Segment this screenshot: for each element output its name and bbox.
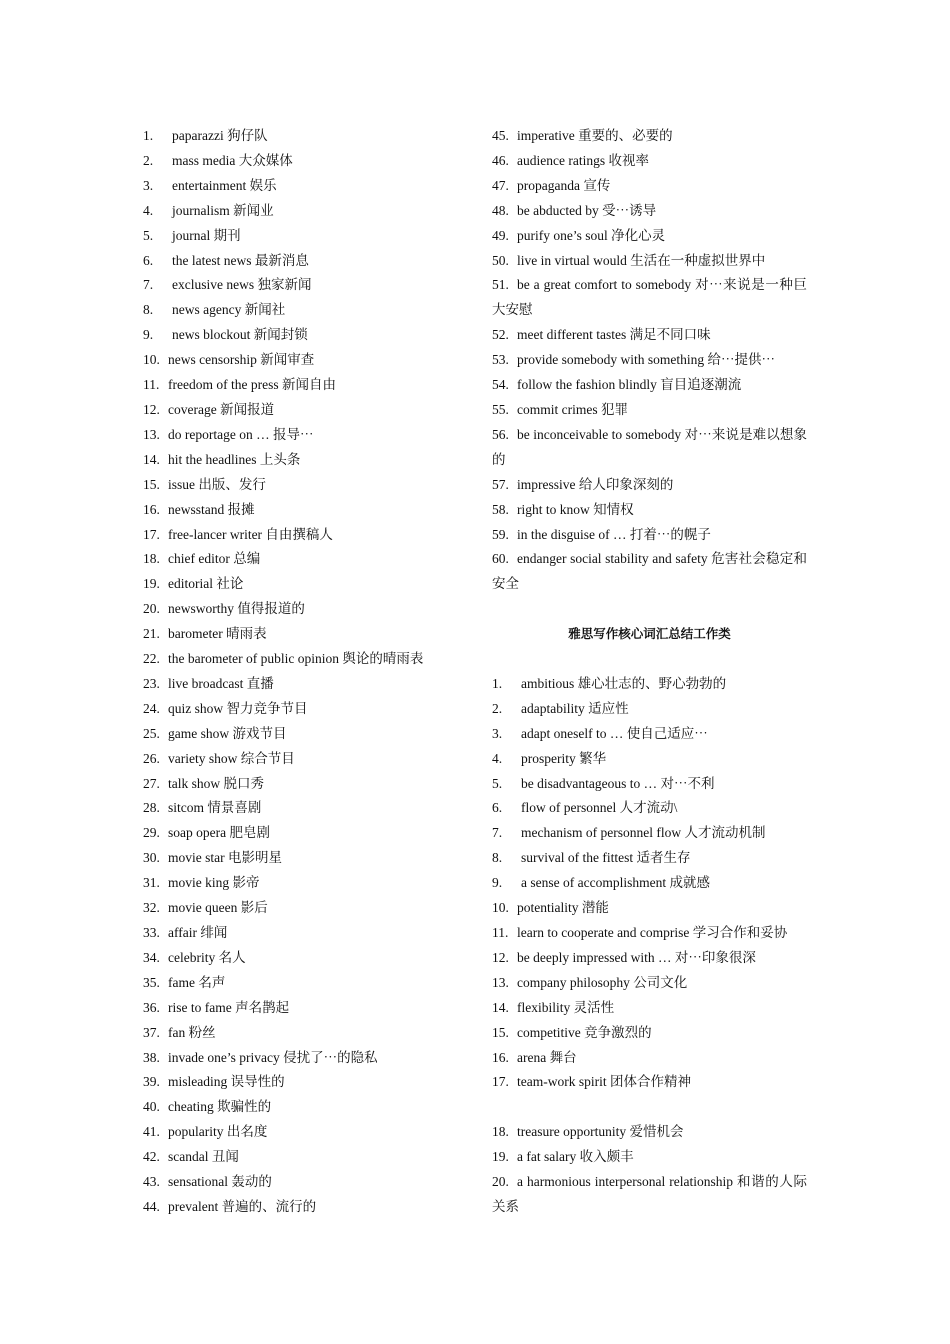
- vocab-item: [492, 796, 807, 821]
- vocab-column-right: [492, 124, 807, 1220]
- item-text: freedom of the press 新闻自由: [168, 377, 336, 393]
- item-text: rise to fame 声名鹊起: [168, 999, 290, 1015]
- item-text: coverage 新闻报道: [168, 401, 275, 417]
- vocab-item: [492, 373, 807, 398]
- item-number: 25.: [143, 725, 160, 741]
- item-text: follow the fashion blindly 盲目追逐潮流: [517, 377, 742, 393]
- item-number: 51.: [492, 277, 509, 293]
- item-text: editorial 社论: [168, 576, 244, 592]
- item-text: a harmonious interpersonal relationship 和谐的人际关系: [492, 1174, 807, 1214]
- item-text: ambitious 雄心壮志的、野心勃勃的: [521, 675, 727, 691]
- item-text: cheating 欺骗性的: [168, 1099, 272, 1115]
- spacer: [492, 647, 807, 672]
- vocab-item: [492, 199, 807, 224]
- vocab-item: [492, 1120, 807, 1145]
- item-number: 46.: [492, 152, 509, 168]
- item-text: movie queen 影后: [168, 900, 268, 916]
- item-number: 54.: [492, 377, 509, 393]
- vocab-item: [143, 423, 463, 448]
- item-text: journal 期刊: [172, 227, 241, 243]
- item-text: journalism 新闻业: [172, 202, 274, 218]
- item-text: popularity 出名度: [168, 1124, 268, 1140]
- item-text: the latest news 最新消息: [172, 252, 309, 268]
- section-heading: 雅思写作核心词汇总结工作类: [568, 626, 731, 642]
- item-text: barometer 晴雨表: [168, 626, 267, 642]
- vocab-item: [492, 423, 807, 473]
- item-text: do reportage on … 报导⋯: [168, 426, 314, 442]
- item-number: 11.: [492, 924, 509, 940]
- vocab-item: [143, 921, 463, 946]
- vocab-item: [492, 846, 807, 871]
- item-number: 12.: [143, 401, 160, 417]
- item-number: 3.: [492, 725, 503, 741]
- item-text: fame 名声: [168, 974, 226, 990]
- item-number: 19.: [492, 1149, 509, 1165]
- vocab-item: [143, 124, 463, 149]
- item-text: be abducted by 受⋯诱导: [517, 202, 657, 218]
- item-number: 27.: [143, 775, 160, 791]
- item-text: quiz show 智力竞争节目: [168, 700, 308, 716]
- item-number: 5.: [143, 227, 154, 243]
- vocab-item: [143, 697, 463, 722]
- item-number: 17.: [143, 526, 160, 542]
- item-number: 49.: [492, 227, 509, 243]
- item-text: mass media 大众媒体: [172, 152, 293, 168]
- vocab-item: [492, 747, 807, 772]
- item-number: 15.: [143, 476, 160, 492]
- item-number: 34.: [143, 949, 160, 965]
- vocab-item: [143, 896, 463, 921]
- item-number: 43.: [143, 1174, 160, 1190]
- vocab-item: [492, 821, 807, 846]
- vocab-item: [143, 348, 463, 373]
- item-text: survival of the fittest 适者生存: [521, 850, 691, 866]
- vocab-item: [492, 1046, 807, 1071]
- vocab-item: [143, 946, 463, 971]
- item-text: flow of personnel 人才流动\: [521, 800, 678, 816]
- vocab-item: [143, 1070, 463, 1095]
- item-text: news agency 新闻社: [172, 302, 286, 318]
- vocab-item: [492, 921, 807, 946]
- item-number: 6.: [492, 800, 503, 816]
- item-text: imperative 重要的、必要的: [517, 128, 673, 143]
- vocab-item: [492, 273, 807, 323]
- item-number: 45.: [492, 128, 509, 143]
- vocab-item: [143, 996, 463, 1021]
- item-text: in the disguise of … 打着⋯的幌子: [517, 526, 711, 542]
- item-number: 15.: [492, 1024, 509, 1040]
- item-text: a sense of accomplishment 成就感: [521, 875, 710, 891]
- vocab-item: [143, 298, 463, 323]
- vocab-item: [143, 1046, 463, 1071]
- item-text: sensational 轰动的: [168, 1174, 272, 1190]
- item-number: 55.: [492, 401, 509, 417]
- vocab-item: [143, 1170, 463, 1195]
- vocab-item: [492, 398, 807, 423]
- item-text: endanger social stability and safety 危害社会稳定和安全: [492, 551, 807, 592]
- vocab-item: [492, 772, 807, 797]
- item-text: soap opera 肥皂剧: [168, 825, 270, 841]
- vocab-item: [492, 547, 807, 597]
- item-text: potentiality 潜能: [517, 900, 609, 916]
- item-text: be disadvantageous to … 对⋯不利: [521, 775, 715, 791]
- item-text: be a great comfort to somebody 对⋯来说是一种巨大安慰: [492, 277, 807, 318]
- item-text: commit crimes 犯罪: [517, 401, 628, 417]
- vocab-column-left: [143, 124, 463, 1220]
- vocab-item: [143, 1021, 463, 1046]
- vocab-item: [143, 398, 463, 423]
- vocab-item: [143, 323, 463, 348]
- item-number: 13.: [143, 426, 160, 442]
- item-text: meet different tastes 满足不同口味: [517, 327, 711, 343]
- spacer: [492, 597, 807, 622]
- item-text: movie king 影帝: [168, 875, 260, 891]
- item-text: talk show 脱口秀: [168, 775, 264, 791]
- item-number: 7.: [492, 825, 503, 841]
- vocab-item: [492, 1170, 807, 1220]
- vocab-item: [492, 697, 807, 722]
- item-text: celebrity 名人: [168, 949, 246, 965]
- item-text: competitive 竞争激烈的: [517, 1024, 652, 1040]
- vocab-item: [492, 174, 807, 199]
- item-text: game show 游戏节目: [168, 725, 287, 741]
- vocab-item: [492, 1070, 807, 1095]
- item-number: 33.: [143, 925, 160, 940]
- item-text: prevalent 普遍的、流行的: [168, 1198, 317, 1214]
- work-vocab-list: [492, 672, 807, 1095]
- vocab-item: [492, 672, 807, 697]
- item-number: 40.: [143, 1099, 160, 1115]
- vocab-item: [143, 224, 463, 249]
- vocab-item: [143, 647, 463, 672]
- item-number: 1.: [143, 128, 154, 143]
- vocab-item: [492, 498, 807, 523]
- item-text: right to know 知情权: [517, 501, 634, 517]
- item-text: a fat salary 收入颇丰: [517, 1149, 634, 1165]
- vocab-item: [143, 149, 463, 174]
- item-number: 14.: [143, 451, 160, 467]
- item-text: movie star 电影明星: [168, 850, 282, 866]
- item-number: 14.: [492, 999, 509, 1015]
- item-text: sitcom 情景喜剧: [168, 800, 262, 816]
- vocab-item: [143, 672, 463, 697]
- item-number: 16.: [143, 501, 160, 517]
- vocab-item: [143, 199, 463, 224]
- item-number: 23.: [143, 675, 160, 691]
- vocab-item: [492, 722, 807, 747]
- vocab-item: [143, 747, 463, 772]
- item-text: exclusive news 独家新闻: [172, 277, 312, 293]
- item-text: paparazzi 狗仔队: [172, 128, 268, 143]
- item-number: 59.: [492, 526, 509, 542]
- vocab-item: [492, 871, 807, 896]
- vocab-item: [143, 523, 463, 548]
- item-text: adapt oneself to … 使自己适应⋯: [521, 725, 708, 741]
- item-text: provide somebody with something 给⋯提供⋯: [517, 352, 775, 368]
- item-number: 36.: [143, 999, 160, 1015]
- item-number: 31.: [143, 875, 160, 891]
- item-text: adaptability 适应性: [521, 700, 629, 716]
- item-text: be deeply impressed with … 对⋯印象很深: [517, 949, 756, 965]
- vocab-item: [492, 996, 807, 1021]
- item-number: 21.: [143, 626, 160, 642]
- item-text: hit the headlines 上头条: [168, 451, 301, 467]
- vocab-item: [143, 597, 463, 622]
- item-number: 47.: [492, 177, 509, 193]
- item-number: 42.: [143, 1149, 160, 1165]
- vocab-item: [143, 174, 463, 199]
- item-text: the barometer of public opinion 舆论的晴雨表: [168, 651, 424, 667]
- item-number: 2.: [492, 700, 503, 716]
- vocab-item: [492, 323, 807, 348]
- item-text: be inconceivable to somebody 对⋯来说是难以想象的: [492, 426, 807, 467]
- item-text: treasure opportunity 爱惜机会: [517, 1124, 684, 1140]
- item-number: 13.: [492, 974, 509, 990]
- item-number: 50.: [492, 252, 509, 268]
- vocab-item: [143, 1145, 463, 1170]
- item-number: 20.: [492, 1174, 509, 1190]
- item-text: prosperity 繁华: [521, 750, 607, 766]
- item-number: 11.: [143, 377, 160, 393]
- item-text: learn to cooperate and comprise 学习合作和妥协: [517, 924, 788, 940]
- vocab-item: [143, 498, 463, 523]
- item-text: invade one’s privacy 侵扰了⋯的隐私: [168, 1049, 378, 1065]
- item-text: mechanism of personnel flow 人才流动机制: [521, 825, 766, 841]
- item-number: 26.: [143, 750, 160, 766]
- vocab-item: [492, 124, 807, 149]
- item-number: 8.: [492, 850, 503, 866]
- item-number: 7.: [143, 277, 154, 293]
- item-number: 28.: [143, 800, 160, 816]
- item-number: 35.: [143, 974, 160, 990]
- item-number: 48.: [492, 202, 509, 218]
- item-text: news censorship 新闻审查: [168, 352, 315, 368]
- item-number: 18.: [143, 551, 160, 567]
- item-text: news blockout 新闻封锁: [172, 327, 308, 343]
- spacer: [492, 1095, 807, 1120]
- item-number: 16.: [492, 1049, 509, 1065]
- item-text: fan 粉丝: [168, 1024, 216, 1040]
- vocab-item: [143, 871, 463, 896]
- item-text: variety show 综合节目: [168, 750, 295, 766]
- item-text: impressive 给人印象深刻的: [517, 476, 674, 492]
- vocab-item: [492, 896, 807, 921]
- item-text: company philosophy 公司文化: [517, 974, 688, 990]
- item-number: 58.: [492, 501, 509, 517]
- item-number: 52.: [492, 327, 509, 343]
- item-number: 4.: [492, 750, 503, 766]
- vocab-item: [492, 149, 807, 174]
- vocab-item: [143, 796, 463, 821]
- vocab-item: [143, 448, 463, 473]
- item-text: misleading 误导性的: [168, 1074, 285, 1090]
- item-text: issue 出版、发行: [168, 476, 266, 492]
- item-text: free-lancer writer 自由撰稿人: [168, 526, 333, 542]
- vocab-item: [492, 523, 807, 548]
- item-number: 56.: [492, 426, 509, 442]
- vocab-item: [492, 946, 807, 971]
- vocab-item: [492, 473, 807, 498]
- item-number: 57.: [492, 476, 509, 492]
- vocab-item: [143, 273, 463, 298]
- item-number: 6.: [143, 252, 154, 268]
- item-text: propaganda 宣传: [517, 177, 611, 193]
- item-number: 18.: [492, 1124, 509, 1140]
- item-text: chief editor 总编: [168, 551, 261, 567]
- vocab-item: [143, 1120, 463, 1145]
- item-text: entertainment 娱乐: [172, 177, 277, 193]
- item-text: purify one’s soul 净化心灵: [517, 227, 666, 243]
- item-text: newsworthy 值得报道的: [168, 601, 305, 617]
- item-text: newsstand 报摊: [168, 501, 255, 517]
- item-number: 5.: [492, 775, 503, 791]
- item-number: 41.: [143, 1124, 160, 1140]
- vocab-item: [492, 1145, 807, 1170]
- item-number: 22.: [143, 651, 160, 667]
- item-number: 10.: [492, 900, 509, 916]
- item-number: 1.: [492, 675, 503, 691]
- vocab-item: [143, 373, 463, 398]
- vocab-item: [143, 622, 463, 647]
- item-number: 53.: [492, 352, 509, 368]
- vocab-item: [143, 572, 463, 597]
- item-number: 17.: [492, 1074, 509, 1090]
- media-vocab-list-continued: [492, 124, 807, 597]
- vocab-item: [492, 1021, 807, 1046]
- vocab-item: [143, 722, 463, 747]
- item-text: audience ratings 收视率: [517, 152, 649, 168]
- vocab-item: [492, 249, 807, 274]
- work-vocab-list-continued: [492, 1120, 807, 1220]
- item-number: 3.: [143, 177, 154, 193]
- item-number: 38.: [143, 1049, 160, 1065]
- vocab-item: [143, 1195, 463, 1220]
- item-number: 12.: [492, 949, 509, 965]
- item-number: 60.: [492, 551, 509, 567]
- item-number: 4.: [143, 202, 154, 218]
- item-number: 20.: [143, 601, 160, 617]
- item-number: 44.: [143, 1198, 160, 1214]
- vocab-item: [492, 348, 807, 373]
- vocab-item: [143, 473, 463, 498]
- vocab-item: [143, 249, 463, 274]
- item-text: live broadcast 直播: [168, 675, 274, 691]
- vocab-item: [492, 971, 807, 996]
- item-text: team-work spirit 团体合作精神: [517, 1074, 691, 1090]
- item-text: arena 舞台: [517, 1049, 577, 1065]
- vocab-item: [492, 224, 807, 249]
- item-text: scandal 丑闻: [168, 1149, 239, 1165]
- item-number: 10.: [143, 352, 160, 368]
- item-text: flexibility 灵活性: [517, 999, 615, 1015]
- item-number: 8.: [143, 302, 154, 318]
- item-number: 24.: [143, 700, 160, 716]
- item-number: 39.: [143, 1074, 160, 1090]
- vocab-item: [143, 547, 463, 572]
- vocab-item: [143, 846, 463, 871]
- item-number: 37.: [143, 1024, 160, 1040]
- vocab-item: [143, 1095, 463, 1120]
- vocab-item: [143, 821, 463, 846]
- vocab-item: [143, 772, 463, 797]
- item-number: 32.: [143, 900, 160, 916]
- vocab-item: [143, 971, 463, 996]
- item-number: 29.: [143, 825, 160, 841]
- item-text: affair 绯闻: [168, 925, 228, 940]
- item-number: 30.: [143, 850, 160, 866]
- item-number: 9.: [492, 875, 503, 891]
- item-number: 9.: [143, 327, 154, 343]
- item-text: live in virtual would 生活在一种虚拟世界中: [517, 252, 766, 268]
- item-number: 2.: [143, 152, 154, 168]
- item-number: 19.: [143, 576, 160, 592]
